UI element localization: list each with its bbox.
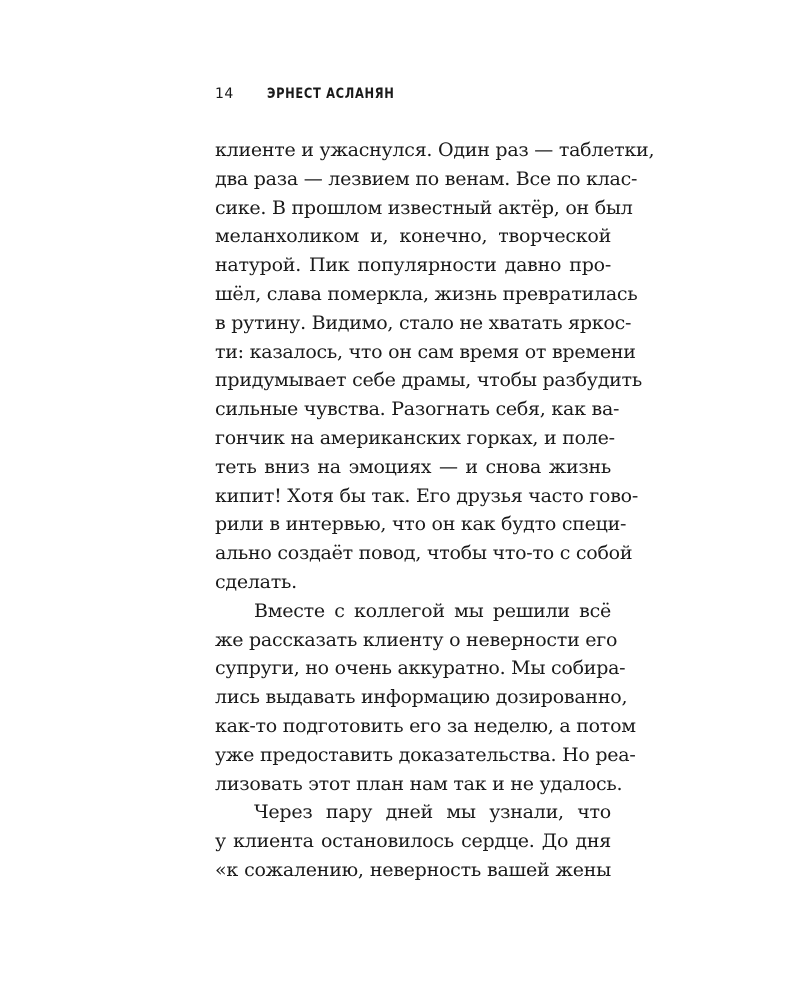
text-line: уже предоставить доказательства. Но реа- bbox=[215, 743, 636, 766]
text-line: меланхоликом и, конечно, творческой bbox=[215, 225, 611, 248]
text-line: у клиента остановилось сердце. До дня bbox=[215, 830, 611, 853]
text-line: шёл, слава померкла, жизнь превратилась bbox=[215, 282, 638, 305]
text-line: клиенте и ужаснулся. Один раз — таблетки, bbox=[215, 139, 655, 161]
body-text bbox=[215, 136, 655, 885]
text-line: лись выдавать информацию дозированно, bbox=[215, 686, 628, 709]
text-line: рили в интервью, что он как будто специ- bbox=[215, 513, 627, 536]
text-line: в рутину. Видимо, стало не хватать яркос- bbox=[215, 311, 632, 334]
text-line: «к сожалению, неверность вашей жены bbox=[215, 858, 611, 881]
text-line: как-то подготовить его за неделю, а потом bbox=[215, 714, 636, 737]
text-line: ально создаёт повод, чтобы что-то с собой bbox=[215, 542, 633, 565]
text-line: кипит! Хотя бы так. Его друзья часто гово- bbox=[215, 484, 638, 507]
author-name: ЭРНЕСТ АСЛАНЯН bbox=[267, 86, 395, 102]
text-line: супруги, но очень аккуратно. Мы собира- bbox=[215, 657, 626, 680]
paragraph-start-line: Через пару дней мы узнали, что bbox=[254, 801, 611, 824]
text-line: гончик на американских горках, и поле- bbox=[215, 426, 615, 449]
text-line: сике. В прошлом известный актёр, он был bbox=[215, 196, 633, 219]
text-line: же рассказать клиенту о неверности его bbox=[215, 628, 618, 651]
text-line: ти: казалось, что он сам время от времени bbox=[215, 340, 636, 363]
text-line: сильные чувства. Разогнать себя, как ва- bbox=[215, 398, 620, 421]
text-line: два раза — лезвием по венам. Все по клас- bbox=[215, 167, 638, 190]
paragraph-start-line: Вместе с коллегой мы решили всё bbox=[254, 599, 611, 622]
text-line: натурой. Пик популярности давно про- bbox=[215, 254, 611, 277]
paragraph-end-line: сделать. bbox=[215, 570, 297, 593]
text-line: придумывает себе драмы, чтобы разбудить bbox=[215, 369, 642, 392]
text-line: теть вниз на эмоциях — и снова жизнь bbox=[215, 455, 611, 478]
paragraph-end-line: лизовать этот план нам так и не удалось. bbox=[215, 772, 623, 795]
running-header bbox=[215, 86, 611, 114]
book-page bbox=[215, 86, 655, 885]
page-number: 14 bbox=[215, 86, 234, 102]
